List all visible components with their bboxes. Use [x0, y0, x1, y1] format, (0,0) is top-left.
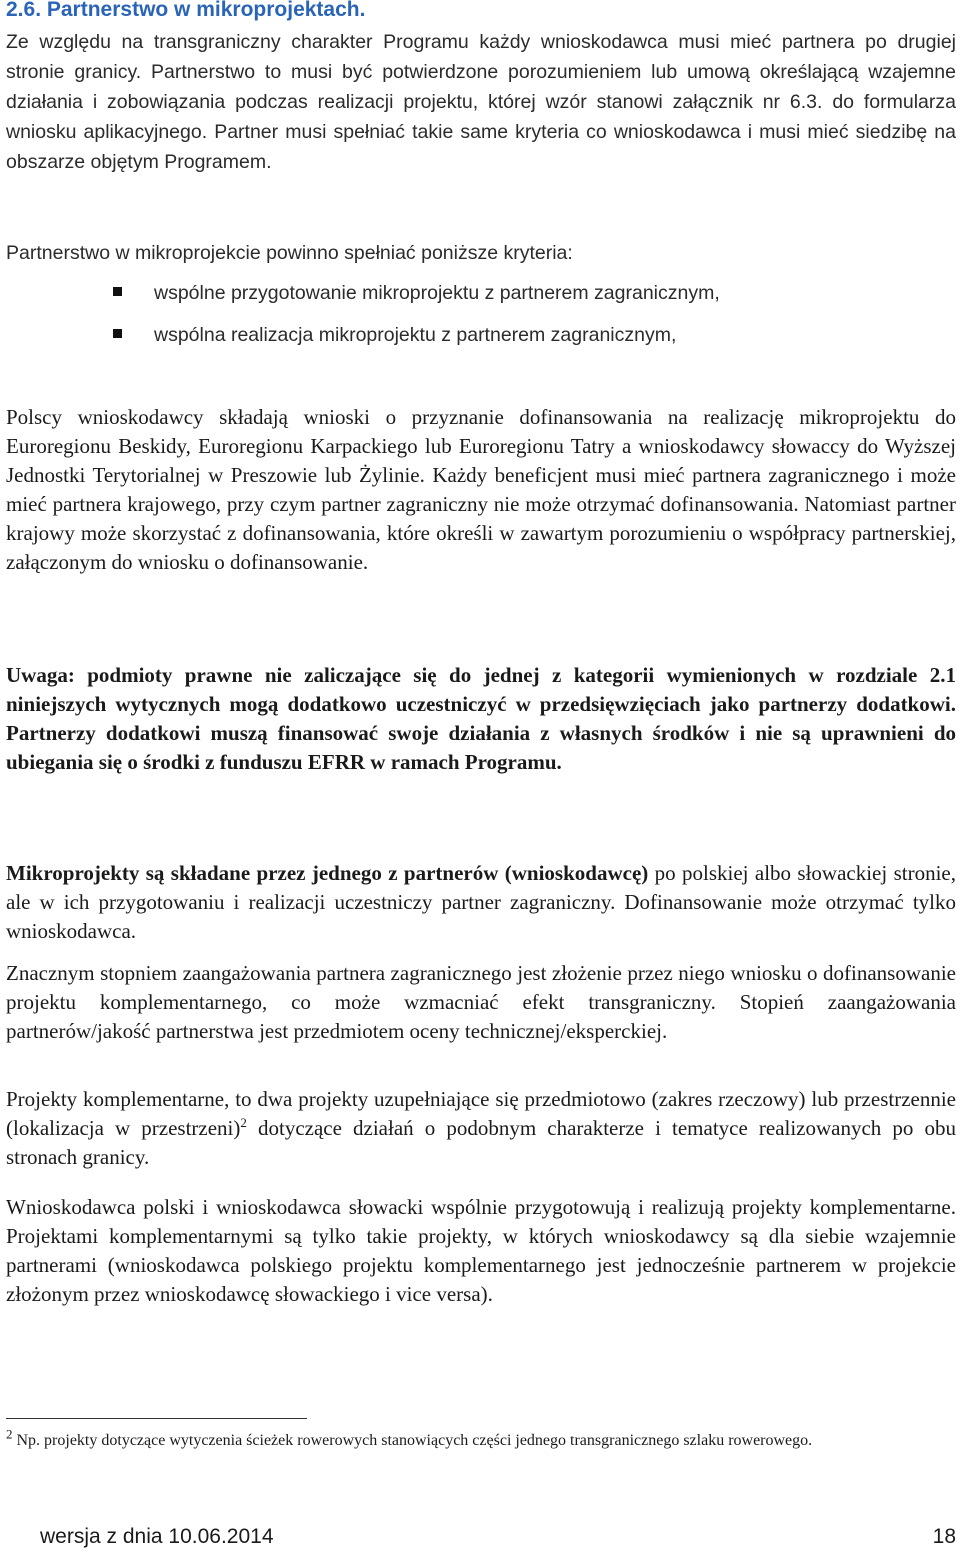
- submission-text: po polskiej albo słowackiej stronie, ale w ich przygotowaniu i realizacji uczestniczy partner zagraniczny. Dofinansowanie może otrzymać tylko wnioskodawca.: [6, 861, 956, 943]
- joint-paragraph: Wnioskodawca polski i wnioskodawca słowacki wspólnie przygotowują i realizują projekty komplementarne. Projektami komplementarnymi są tylko takie projekty, w których wnioskodawcy są dla siebie wzajemnie partnerami (wnioskodawca polskiego projektu komplementarnego jest jednocześnie partnerem w projekcie złożonym przez wnioskodawcę słowackiego i vice versa).: [6, 1195, 956, 1306]
- submission-bold-text: Mikroprojekty są składane przez jednego z partnerów (wnioskodawcę): [6, 861, 649, 885]
- list-item: [6, 278, 956, 320]
- complementary-paragraph: [6, 1085, 956, 1172]
- footnote-reference[interactable]: 2: [240, 1115, 247, 1130]
- square-bullet-icon: [113, 329, 122, 338]
- footnote-number: 2: [6, 1426, 13, 1442]
- section-heading: 2.6. Partnerstwo w mikroprojektach.: [6, 0, 366, 21]
- criteria-intro: Partnerstwo w mikroprojekcie powinno spełniać poniższe kryteria:: [6, 242, 573, 264]
- footer-version: wersja z dnia 10.06.2014: [40, 1525, 274, 1548]
- square-bullet-icon: [113, 287, 122, 296]
- complementary-text-end: dotyczące działań o podobnym charakterze i tematyce realizowanych po obu stronach granicy.: [6, 1116, 956, 1169]
- footnote: [6, 1428, 956, 1454]
- complementary-text: Projekty komplementarne, to dwa projekty uzupełniające się przedmiotowo (zakres rzeczowy) lub przestrzennie (lokalizacja w przestrzeni): [6, 1087, 956, 1140]
- list-item: [6, 320, 956, 362]
- criteria-item-label: wspólne przygotowanie mikroprojektu z partnerem zagranicznym,: [154, 282, 720, 304]
- submission-paragraph: [6, 859, 956, 946]
- criteria-item-label: wspólna realizacja mikroprojektu z partnerem zagranicznym,: [154, 324, 677, 346]
- criteria-list: [6, 278, 956, 362]
- engagement-paragraph: Znacznym stopniem zaangażowania partnera zagranicznego jest złożenie przez niego wniosku o dofinansowanie projektu komplementarnego, co może wzmacniać efekt transgraniczny. Stopień zaangażowania partnerów/jakość partnerstwa jest przedmiotem oceny technicznej/eksperckiej.: [6, 961, 956, 1043]
- intro-paragraph: Ze względu na transgraniczny charakter Programu każdy wnioskodawca musi mieć partnera po drugiej stronie granicy. Partnerstwo to musi być potwierdzone porozumieniem lub umową określającą wzajemne działania i zobowiązania podczas realizacji projektu, której wzór stanowi załącznik nr 6.3. do formularza wniosku aplikacyjnego. Partner musi spełniać takie same kryteria co wnioskodawca i musi mieć siedzibę na obszarze objętym Programem.: [6, 31, 956, 173]
- note-paragraph: Uwaga: podmioty prawne nie zaliczające się do jednej z kategorii wymienionych w rozdziale 2.1 niniejszych wytycznych mogą dodatkowo uczestniczyć w przedsięwzięciach jako partnerzy dodatkowi. Partnerzy dodatkowi muszą finansować swoje działania z własnych środków i nie są uprawnieni do ubiegania się o środki z funduszu EFRR w ramach Programu.: [6, 663, 956, 774]
- page-number: 18: [932, 1525, 956, 1548]
- footnote-divider: [6, 1418, 307, 1419]
- polish-applicants-paragraph: Polscy wnioskodawcy składają wnioski o przyznanie dofinansowania na realizację mikroprojektu do Euroregionu Beskidy, Euroregionu Karpackiego lub Euroregionu Tatry a wnioskodawcy słowaccy do Wyższej Jednostki Terytorialnej w Preszowie lub Żylinie. Każdy beneficjent musi mieć partnera zagranicznego i może mieć partnera krajowego, przy czym partner zagraniczny nie może otrzymać dofinansowania. Natomiast partner krajowy może skorzystać z dofinansowania, które określi w zawartym porozumieniu o współpracy partnerskiej, załączonym do wniosku o dofinansowanie.: [6, 405, 956, 574]
- footnote-text: Np. projekty dotyczące wytyczenia ścieżek rowerowych stanowiących części jednego transgranicznego szlaku rowerowego.: [12, 1432, 813, 1449]
